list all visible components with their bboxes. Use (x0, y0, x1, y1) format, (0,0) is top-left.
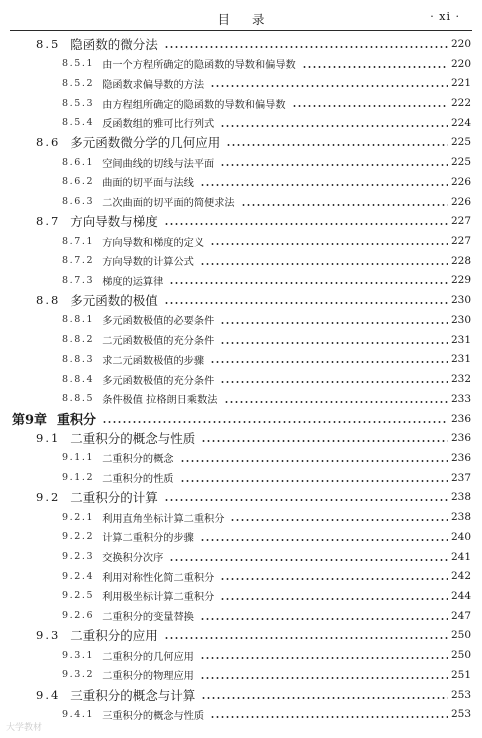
dot-leader (220, 578, 448, 580)
toc-entry-title: 多元函数的极值 (70, 293, 158, 309)
dot-leader (220, 598, 448, 600)
toc-entry-page: 236 (450, 451, 471, 464)
toc-entry-page: 237 (450, 471, 471, 484)
toc-entry-page: 250 (450, 629, 471, 642)
dot-leader (200, 657, 448, 659)
toc-entry-page: 228 (450, 254, 471, 267)
toc-entry-page: 222 (450, 97, 471, 110)
toc-entry-number: 8.8 (36, 293, 61, 308)
toc-entry-title: 空间曲线的切线与法平面 (102, 158, 215, 170)
toc-entry-title: 二重积分的概念 (102, 454, 174, 466)
toc-entry-title: 二重积分的物理应用 (102, 671, 194, 683)
toc-entry-number: 9.2 (36, 490, 61, 505)
toc-entry-title: 三重积分的概念与性质 (102, 710, 205, 722)
dot-leader (180, 460, 448, 462)
toc-entry-title: 多元函数极值的充分条件 (102, 375, 215, 387)
toc-entry-number: 8.6.2 (62, 176, 95, 188)
dot-leader (210, 85, 448, 87)
toc-entry-page: 230 (450, 294, 471, 307)
toc-entry-number: 8.6.1 (62, 156, 95, 168)
toc-entry-title: 梯度的运算律 (102, 276, 164, 288)
toc-entry-title: 二重积分的变量替换 (102, 612, 194, 624)
toc-entry-number: 8.5.4 (62, 117, 95, 129)
toc-entry-title: 二重积分的性质 (102, 474, 174, 486)
toc-entry-number: 9.4 (36, 687, 61, 702)
toc-entry-number: 8.7 (36, 214, 61, 229)
dot-leader (220, 164, 448, 166)
table-of-contents (0, 34, 482, 724)
dot-leader (164, 223, 448, 225)
dot-leader (241, 204, 448, 206)
dot-leader (169, 282, 448, 284)
toc-entry-section[interactable] (0, 290, 482, 310)
dot-leader (220, 381, 448, 383)
toc-entry-title: 方向导数的计算公式 (102, 257, 194, 269)
toc-entry-title: 多元函数微分学的几何应用 (70, 135, 221, 151)
toc-entry-page: 244 (450, 589, 471, 602)
toc-entry-title: 三重积分的概念与计算 (70, 687, 196, 703)
toc-entry-sub[interactable] (0, 606, 482, 626)
toc-entry-sub[interactable] (0, 704, 482, 724)
toc-entry-number: 8.5.3 (62, 97, 95, 109)
dot-leader (200, 263, 448, 265)
toc-entry-page: 220 (450, 37, 471, 50)
toc-entry-title: 求二元函数极值的步骤 (102, 355, 205, 367)
toc-entry-page: 230 (450, 313, 471, 326)
toc-entry-section[interactable] (0, 626, 482, 646)
toc-entry-sub[interactable] (0, 448, 482, 468)
toc-entry-page: 226 (450, 175, 471, 188)
toc-entry-title: 由方程组所确定的隐函数的导数和偏导数 (102, 99, 286, 111)
toc-entry-title: 二重积分的几何应用 (102, 651, 194, 663)
toc-entry-page: 233 (450, 392, 471, 405)
toc-entry-page: 240 (450, 530, 471, 543)
toc-entry-title: 隐函数求偏导数的方法 (102, 79, 205, 91)
dot-leader (169, 559, 448, 561)
toc-entry-title: 曲面的切平面与法线 (102, 178, 194, 190)
toc-entry-page: 231 (450, 353, 471, 366)
toc-entry-number: 9.3.1 (62, 649, 95, 661)
dot-leader (200, 677, 448, 679)
toc-entry-page: 238 (450, 511, 471, 524)
dot-leader (220, 322, 448, 324)
toc-entry-page: 232 (450, 373, 471, 386)
toc-entry-sub[interactable] (0, 152, 482, 172)
toc-entry-sub[interactable] (0, 665, 482, 685)
header-title: 目录 (217, 12, 287, 27)
dot-leader (226, 144, 448, 146)
toc-entry-number: 8.6.3 (62, 196, 95, 208)
toc-entry-sub[interactable] (0, 350, 482, 370)
dot-leader (102, 421, 448, 423)
dot-leader (200, 618, 448, 620)
dot-leader (164, 46, 448, 48)
toc-entry-page: 229 (450, 274, 471, 287)
watermark: 大学教材 (6, 723, 43, 733)
toc-entry-sub[interactable] (0, 330, 482, 350)
toc-entry-chapter[interactable] (0, 409, 482, 429)
toc-entry-sub[interactable] (0, 231, 482, 251)
toc-entry-number: 8.6 (36, 135, 61, 150)
toc-entry-number: 8.7.1 (62, 235, 95, 247)
toc-entry-page: 250 (450, 649, 471, 662)
toc-entry-title: 交换积分次序 (102, 553, 164, 565)
toc-entry-title: 二重积分的计算 (70, 490, 158, 506)
dot-leader (230, 519, 448, 521)
toc-entry-page: 227 (450, 215, 471, 228)
toc-entry-page: 241 (450, 550, 471, 563)
toc-entry-number: 8.8.4 (62, 373, 95, 385)
toc-entry-page: 236 (450, 412, 471, 425)
dot-leader (292, 105, 448, 107)
toc-entry-number: 9.2.5 (62, 590, 95, 602)
toc-entry-page: 253 (450, 688, 471, 701)
toc-entry-number: 第9章 (12, 413, 48, 429)
toc-entry-number: 9.1.1 (62, 452, 95, 464)
toc-entry-page: 247 (450, 609, 471, 622)
toc-entry-page: 236 (450, 432, 471, 445)
toc-entry-title: 利用直角坐标计算二重积分 (102, 513, 225, 525)
toc-entry-title: 二元函数极值的充分条件 (102, 336, 215, 348)
toc-entry-title: 由一个方程所确定的隐函数的导数和偏导数 (102, 60, 296, 72)
dot-leader (220, 342, 448, 344)
toc-entry-title: 利用极坐标计算二重积分 (102, 592, 215, 604)
toc-entry-number: 9.3.2 (62, 669, 95, 681)
toc-entry-title: 反函数组的雅可比行列式 (102, 119, 215, 131)
toc-entry-page: 225 (450, 156, 471, 169)
toc-entry-sub[interactable] (0, 645, 482, 665)
toc-entry-number: 9.2.6 (62, 610, 95, 622)
toc-entry-section[interactable] (0, 685, 482, 705)
toc-entry-sub[interactable] (0, 192, 482, 212)
toc-entry-sub[interactable] (0, 566, 482, 586)
toc-entry-number: 8.8.1 (62, 314, 95, 326)
toc-entry-number: 9.1.2 (62, 472, 95, 484)
toc-entry-sub[interactable] (0, 389, 482, 409)
toc-entry-page: 224 (450, 116, 471, 129)
toc-entry-number: 8.7.2 (62, 255, 95, 267)
toc-entry-number: 9.3 (36, 628, 61, 643)
toc-entry-sub[interactable] (0, 251, 482, 271)
dot-leader (201, 697, 448, 699)
dot-leader (224, 401, 448, 403)
toc-entry-sub[interactable] (0, 54, 482, 74)
toc-entry-sub[interactable] (0, 271, 482, 291)
toc-entry-section[interactable] (0, 133, 482, 153)
toc-entry-title: 方向导数与梯度 (70, 214, 158, 230)
toc-entry-number: 8.5.2 (62, 77, 95, 89)
toc-entry-title: 二重积分的应用 (70, 628, 158, 644)
toc-entry-page: 221 (450, 77, 471, 90)
toc-entry-page: 238 (450, 491, 471, 504)
toc-entry-title: 二次曲面的切平面的简便求法 (102, 198, 235, 210)
toc-entry-number: 8.8.5 (62, 393, 95, 405)
toc-entry-page: 227 (450, 235, 471, 248)
toc-entry-number: 8.7.3 (62, 274, 95, 286)
toc-entry-page: 251 (450, 668, 471, 681)
toc-entry-number: 9.4.1 (62, 708, 95, 720)
toc-entry-sub[interactable] (0, 113, 482, 133)
dot-leader (180, 480, 448, 482)
toc-entry-sub[interactable] (0, 310, 482, 330)
dot-leader (210, 361, 448, 363)
dot-leader (200, 184, 448, 186)
toc-entry-sub[interactable] (0, 507, 482, 527)
toc-entry-number: 8.8.3 (62, 353, 95, 365)
toc-entry-number: 8.8.2 (62, 334, 95, 346)
toc-entry-section[interactable] (0, 488, 482, 508)
toc-entry-number: 8.5.1 (62, 58, 95, 70)
dot-leader (164, 499, 448, 501)
toc-entry-sub[interactable] (0, 468, 482, 488)
toc-entry-title: 利用对称性化简二重积分 (102, 572, 215, 584)
dot-leader (210, 716, 448, 718)
toc-entry-number: 9.1 (36, 431, 61, 446)
toc-entry-number: 9.2.1 (62, 511, 95, 523)
toc-entry-section[interactable] (0, 428, 482, 448)
toc-entry-title: 方向导数和梯度的定义 (102, 237, 205, 249)
toc-entry-title: 隐函数的微分法 (70, 36, 158, 52)
toc-entry-title: 多元函数极值的必要条件 (102, 316, 215, 328)
toc-entry-page: 220 (450, 57, 471, 70)
running-header (10, 6, 472, 31)
toc-entry-sub[interactable] (0, 172, 482, 192)
toc-entry-sub[interactable] (0, 527, 482, 547)
toc-entry-page: 242 (450, 570, 471, 583)
toc-entry-section[interactable] (0, 34, 482, 54)
toc-entry-sub[interactable] (0, 73, 482, 93)
dot-leader (201, 440, 448, 442)
toc-entry-title: 计算二重积分的步骤 (102, 533, 194, 545)
toc-entry-page: 225 (450, 136, 471, 149)
dot-leader (164, 637, 448, 639)
toc-entry-page: 226 (450, 195, 471, 208)
toc-entry-sub[interactable] (0, 93, 482, 113)
dot-leader (302, 66, 448, 68)
toc-entry-page: 231 (450, 333, 471, 346)
toc-entry-title: 二重积分的概念与性质 (70, 431, 196, 447)
header-page-number: · xi · (430, 10, 460, 23)
dot-leader (164, 302, 448, 304)
dot-leader (220, 125, 448, 127)
toc-entry-sub[interactable] (0, 586, 482, 606)
toc-entry-number: 9.2.4 (62, 570, 95, 582)
toc-entry-sub[interactable] (0, 547, 482, 567)
toc-entry-number: 9.2.3 (62, 551, 95, 563)
toc-entry-number: 9.2.2 (62, 531, 95, 543)
toc-entry-number: 8.5 (36, 36, 61, 51)
toc-entry-sub[interactable] (0, 369, 482, 389)
toc-entry-title: 条件极值 拉格朗日乘数法 (102, 395, 218, 407)
dot-leader (200, 539, 448, 541)
toc-entry-section[interactable] (0, 211, 482, 231)
toc-entry-title: 重积分 (57, 413, 97, 429)
toc-entry-page: 253 (450, 708, 471, 721)
dot-leader (210, 243, 448, 245)
